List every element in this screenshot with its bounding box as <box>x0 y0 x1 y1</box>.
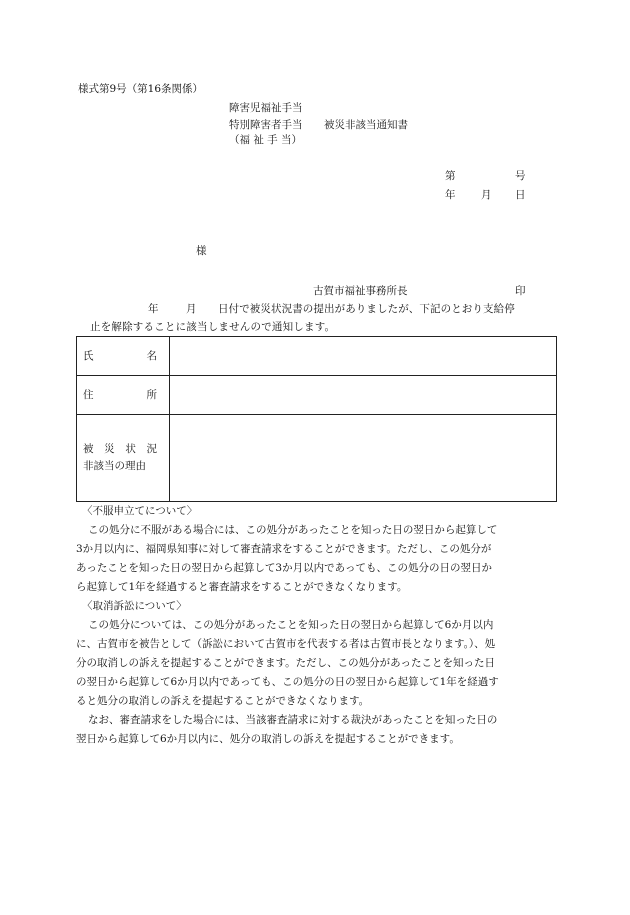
address-value-cell <box>170 376 557 415</box>
address-label-char1: 住 <box>83 388 94 401</box>
objection-line-3: あったことを知った日の翌日から起算して3か月以内であっても、この処分の日の翌日か <box>76 562 492 574</box>
lawsuit-line-4: の翌日から起算して6か月以内であっても、この処分の日の翌日から起算して1年を経過す <box>76 676 499 688</box>
body-text-line1: 日付で被災状況書の提出がありましたが、下記のとおり支給停 <box>218 303 515 315</box>
lawsuit-note-line-2: 翌日から起算して6か月以内に、処分の取消しの訴えを提起することができます。 <box>76 733 460 745</box>
name-label-cell <box>77 337 170 376</box>
title-allowance-1: 障害児福祉手当 <box>229 102 303 114</box>
lawsuit-line-1: この処分については、この処分があったことを知った日の翌日から起算して6か月以内 <box>88 619 494 631</box>
lawsuit-heading: 〈取消訴訟について〉 <box>82 600 187 612</box>
document-number-prefix: 第 <box>445 170 456 182</box>
reason-label-char3: 状 <box>125 443 136 455</box>
objection-line-4: ら起算して1年を経過すると審査請求をすることができなくなります。 <box>76 581 408 593</box>
reason-label-char4: 況 <box>146 443 157 455</box>
seal-mark: 印 <box>515 285 526 297</box>
date-year-label: 年 <box>445 189 456 201</box>
table-row-name <box>77 337 557 376</box>
lawsuit-line-2: に、古賀市を被告として（訴訟において古賀市を代表する者は古賀市長となります。）、処 <box>76 638 496 650</box>
reason-value-cell <box>170 415 557 502</box>
title-allowance-2: 特別障害者手当 <box>229 119 303 131</box>
document-number-suffix: 号 <box>515 170 526 182</box>
date-month-label: 月 <box>481 189 492 201</box>
objection-heading: 〈不服申立てについて〉 <box>82 505 198 517</box>
date-day-label: 日 <box>515 189 526 201</box>
name-value-cell <box>170 337 557 376</box>
body-text-line2: 止を解除することに該当しませんので通知します。 <box>90 321 336 333</box>
name-label-char2: 名 <box>146 349 157 362</box>
info-table <box>76 336 557 502</box>
body-month-label: 月 <box>186 303 197 315</box>
table-row-reason <box>77 415 557 502</box>
reason-label-char2: 災 <box>104 443 115 455</box>
reason-label-cell <box>77 415 170 502</box>
form-number-label: 様式第9号（第16条関係） <box>78 83 204 95</box>
address-label-cell <box>77 376 170 415</box>
name-label-char1: 氏 <box>83 349 94 362</box>
body-year-label: 年 <box>148 303 159 315</box>
address-label-char2: 所 <box>146 388 157 401</box>
issuer-name: 古賀市福祉事務所長 <box>313 285 408 297</box>
lawsuit-line-5: ると処分の取消しの訴えを提起することができなくなります。 <box>76 695 370 707</box>
objection-line-1: この処分に不服がある場合には、この処分があったことを知った日の翌日から起算して <box>88 524 498 536</box>
title-allowance-3: （福 祉 手 当） <box>229 134 303 146</box>
lawsuit-line-3: 分の取消しの訴えを提起することができます。ただし、この処分があったことを知った日 <box>76 657 496 669</box>
reason-label-char1: 被 <box>83 443 94 455</box>
table-row-address <box>77 376 557 415</box>
document-title: 被災非該当通知書 <box>324 119 408 131</box>
reason-label-line2: 非該当の理由 <box>83 460 146 472</box>
recipient-honorific: 様 <box>196 245 207 257</box>
lawsuit-note-line-1: なお、審査請求をした場合には、当該審査請求に対する裁決があったことを知った日の <box>88 714 498 726</box>
objection-line-2: 3か月以内に、福岡県知事に対して審査請求をすることができます。ただし、この処分が <box>76 543 492 555</box>
